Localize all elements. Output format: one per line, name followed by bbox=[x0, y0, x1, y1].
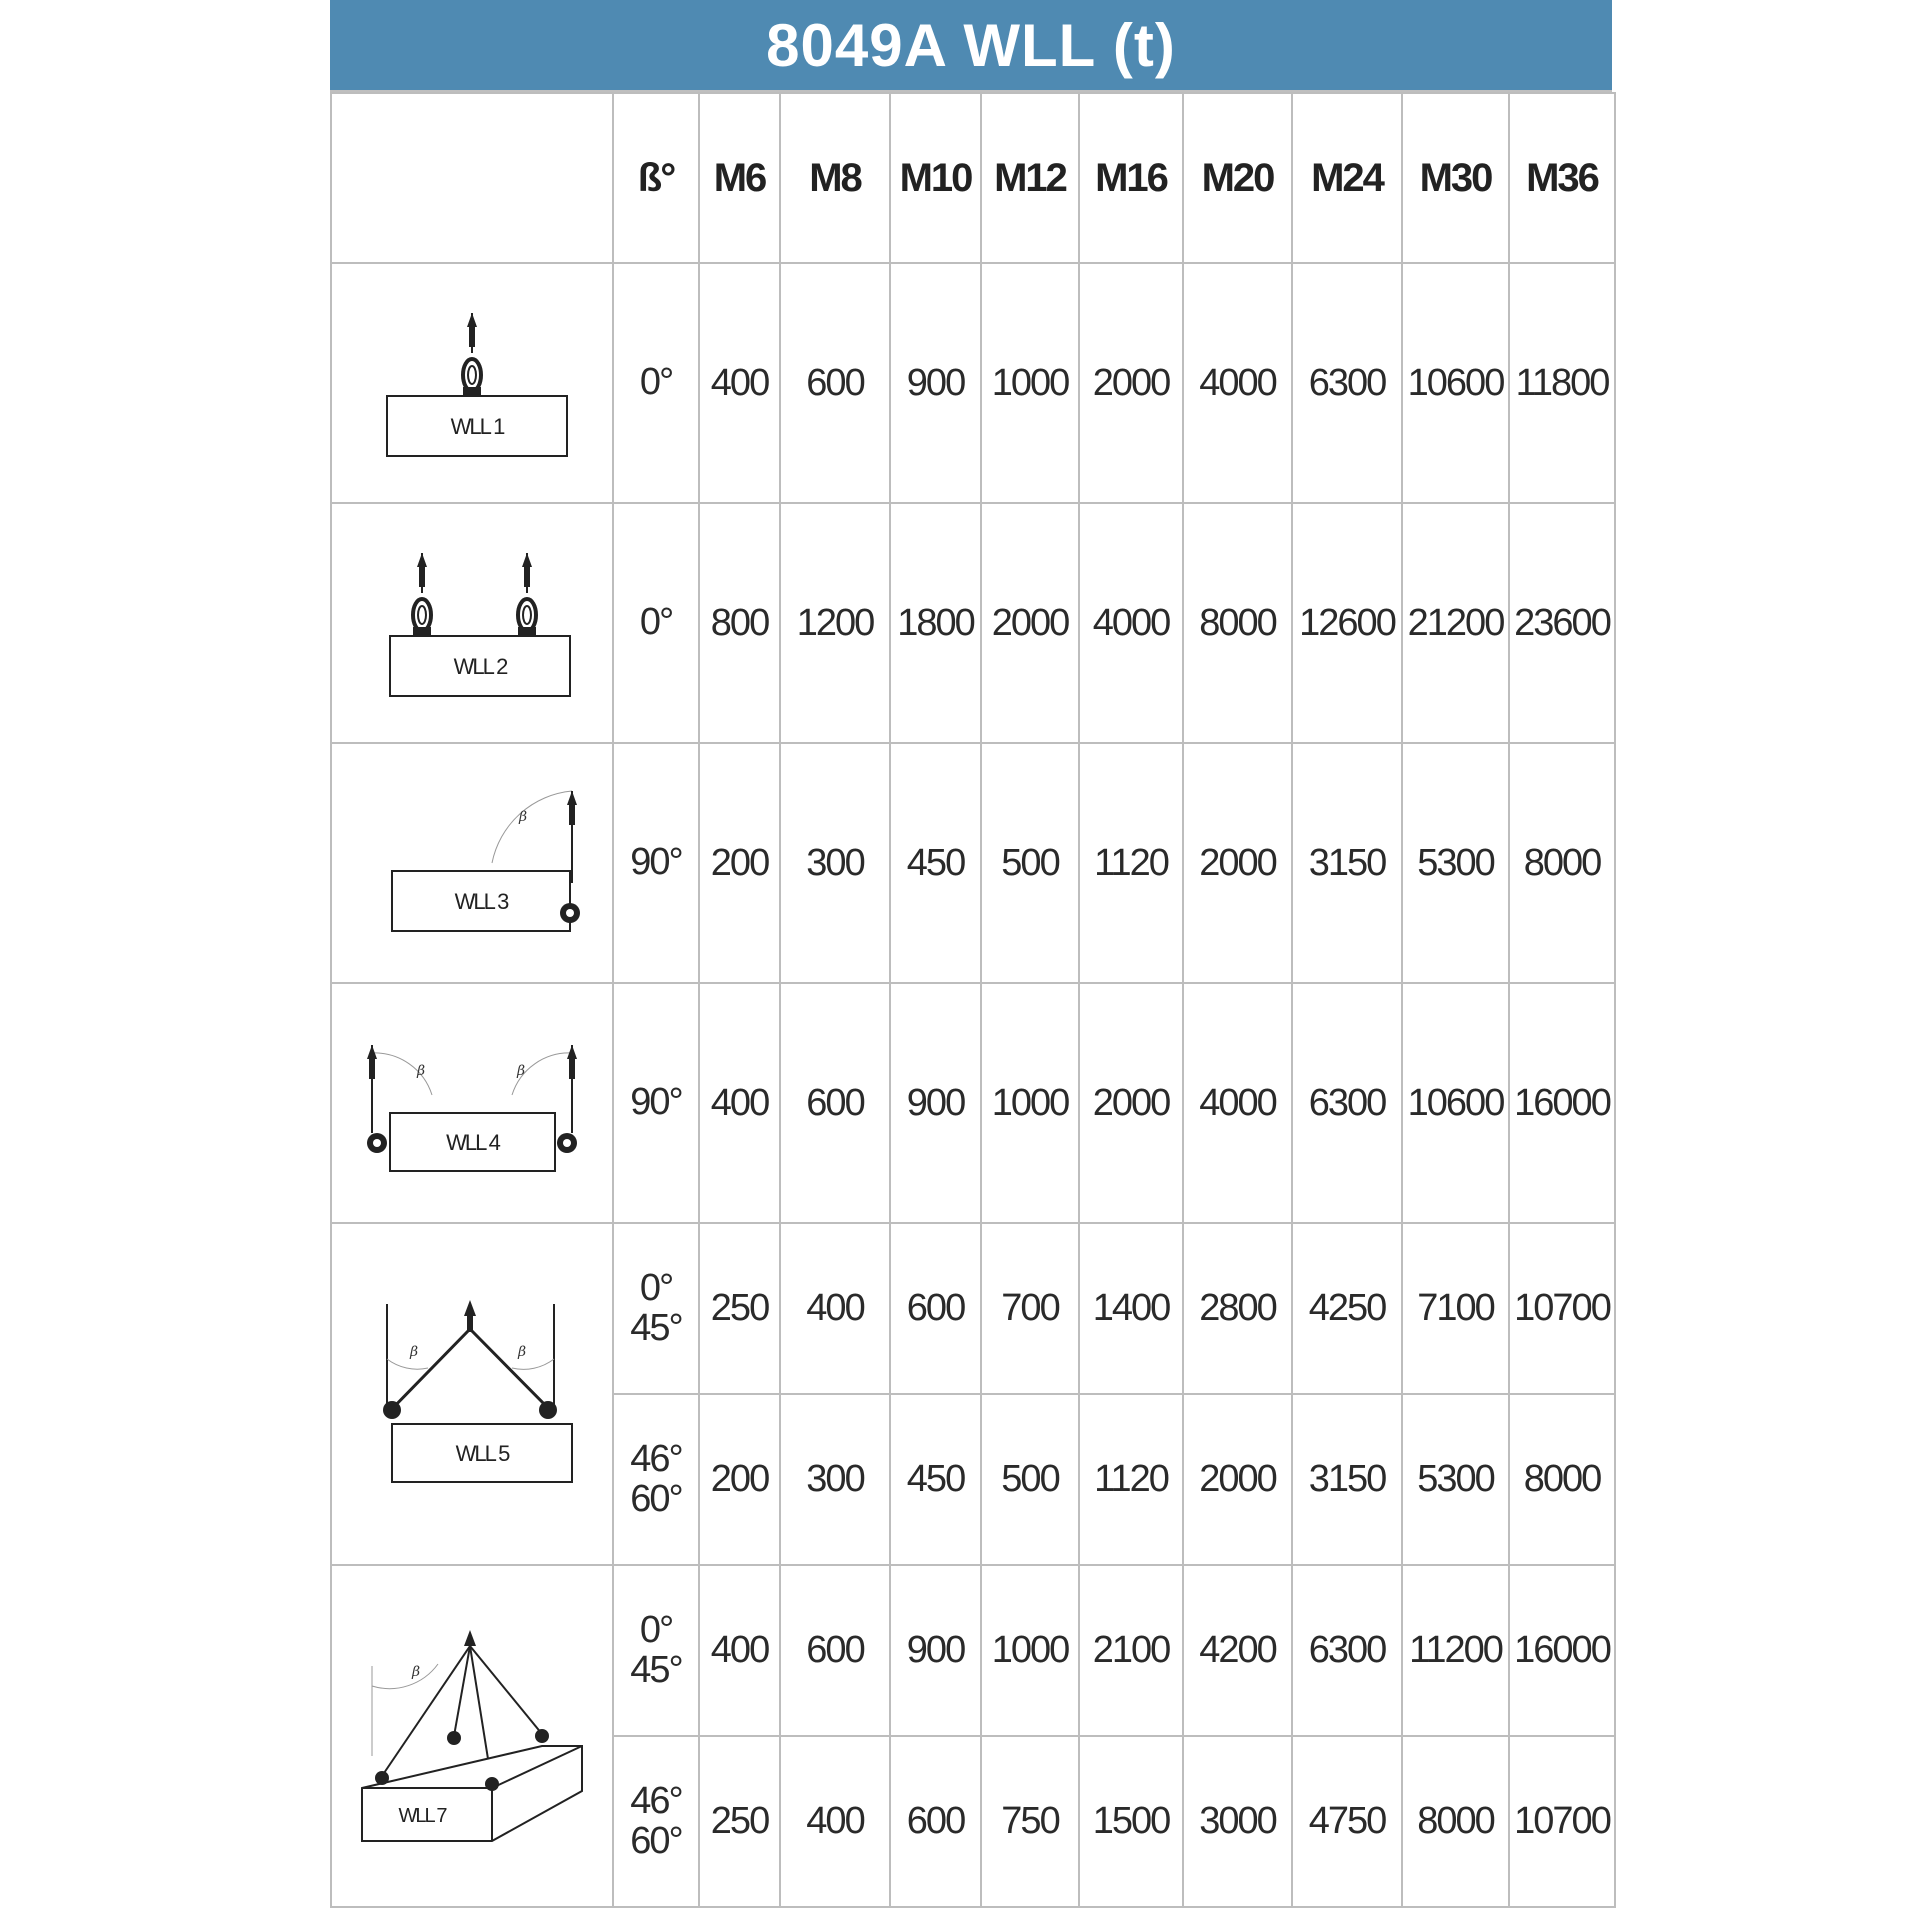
header-cell: M30 bbox=[1402, 93, 1509, 263]
wll-value-cell: 1000 bbox=[981, 983, 1079, 1223]
header-cell: ß° bbox=[613, 93, 699, 263]
header-cell: M8 bbox=[780, 93, 890, 263]
wll-value-cell: 1500 bbox=[1079, 1736, 1183, 1907]
header-row bbox=[331, 93, 1615, 263]
wll-value-cell: 2100 bbox=[1079, 1565, 1183, 1736]
wll-value-cell: 2000 bbox=[1079, 263, 1183, 503]
wll-value-cell: 11200 bbox=[1402, 1565, 1509, 1736]
wll-value-cell: 600 bbox=[890, 1223, 981, 1394]
wll-value-cell: 1120 bbox=[1079, 743, 1183, 983]
lift-diagram-icon bbox=[332, 283, 612, 483]
wll-value-cell: 900 bbox=[890, 263, 981, 503]
wll-value-cell: 8000 bbox=[1509, 1394, 1615, 1565]
wll-value-cell: 900 bbox=[890, 983, 981, 1223]
wll-value-cell: 250 bbox=[699, 1736, 780, 1907]
angle-value: 60° bbox=[630, 1477, 682, 1520]
table-row bbox=[331, 743, 1615, 983]
wll-value-cell: 10600 bbox=[1402, 983, 1509, 1223]
wll-value-cell: 21200 bbox=[1402, 503, 1509, 743]
beta-label: β bbox=[412, 1664, 419, 1680]
wll-value-cell: 1000 bbox=[981, 263, 1079, 503]
angle-value: 60° bbox=[630, 1819, 682, 1862]
angle-cell bbox=[613, 983, 699, 1223]
lift-diagram-icon bbox=[332, 763, 612, 963]
diagram-label: WLL 1 bbox=[450, 414, 504, 439]
header-cell: M20 bbox=[1183, 93, 1292, 263]
wll-value-cell: 1200 bbox=[780, 503, 890, 743]
wll-value-cell: 1000 bbox=[981, 1565, 1079, 1736]
wll-value-cell: 750 bbox=[981, 1736, 1079, 1907]
wll-value-cell: 1800 bbox=[890, 503, 981, 743]
wll-value-cell: 600 bbox=[890, 1736, 981, 1907]
wll-value-cell: 4250 bbox=[1292, 1223, 1402, 1394]
wll-table bbox=[330, 92, 1616, 1908]
wll-value-cell: 5300 bbox=[1402, 1394, 1509, 1565]
angle-cell bbox=[613, 743, 699, 983]
table-row bbox=[331, 983, 1615, 1223]
angle-cell bbox=[613, 1394, 699, 1565]
wll-value-cell: 400 bbox=[699, 263, 780, 503]
angle-value: 0° bbox=[639, 1608, 673, 1651]
wll-value-cell: 11800 bbox=[1509, 263, 1615, 503]
wll-value-cell: 300 bbox=[780, 1394, 890, 1565]
wll-value-cell: 2000 bbox=[1079, 983, 1183, 1223]
wll-value-cell: 3150 bbox=[1292, 743, 1402, 983]
angle-value: 46° bbox=[630, 1437, 682, 1480]
lift-diagram-cell bbox=[331, 743, 613, 983]
wll-value-cell: 6300 bbox=[1292, 1565, 1402, 1736]
diagram-label: WLL 4 bbox=[446, 1130, 499, 1155]
wll-value-cell: 300 bbox=[780, 743, 890, 983]
beta-label: β bbox=[517, 1063, 524, 1079]
header-cell: M36 bbox=[1509, 93, 1615, 263]
diagram-label: WLL 5 bbox=[455, 1441, 509, 1466]
wll-value-cell: 7100 bbox=[1402, 1223, 1509, 1394]
wll-value-cell: 5300 bbox=[1402, 743, 1509, 983]
header-cell: M16 bbox=[1079, 93, 1183, 263]
wll-value-cell: 10700 bbox=[1509, 1223, 1615, 1394]
wll-value-cell: 450 bbox=[890, 1394, 981, 1565]
lift-diagram-icon bbox=[332, 1264, 612, 1524]
angle-cell bbox=[613, 503, 699, 743]
wll-value-cell: 200 bbox=[699, 743, 780, 983]
wll-value-cell: 23600 bbox=[1509, 503, 1615, 743]
angle-value: 45° bbox=[630, 1648, 682, 1691]
wll-value-cell: 2000 bbox=[1183, 743, 1292, 983]
angle-value: 46° bbox=[630, 1779, 682, 1822]
wll-value-cell: 250 bbox=[699, 1223, 780, 1394]
beta-label: β bbox=[518, 1344, 525, 1360]
wll-value-cell: 3000 bbox=[1183, 1736, 1292, 1907]
header-diagram-cell bbox=[331, 93, 613, 263]
wll-value-cell: 700 bbox=[981, 1223, 1079, 1394]
wll-value-cell: 500 bbox=[981, 743, 1079, 983]
lift-diagram-icon bbox=[332, 1003, 612, 1203]
wll-value-cell: 400 bbox=[780, 1736, 890, 1907]
wll-value-cell: 4750 bbox=[1292, 1736, 1402, 1907]
wll-value-cell: 4000 bbox=[1183, 263, 1292, 503]
angle-cell bbox=[613, 1223, 699, 1394]
wll-value-cell: 200 bbox=[699, 1394, 780, 1565]
wll-sheet bbox=[330, 0, 1612, 1908]
wll-value-cell: 12600 bbox=[1292, 503, 1402, 743]
wll-value-cell: 800 bbox=[699, 503, 780, 743]
angle-value: 0° bbox=[639, 601, 673, 644]
wll-value-cell: 400 bbox=[780, 1223, 890, 1394]
beta-label: β bbox=[410, 1344, 417, 1360]
wll-value-cell: 6300 bbox=[1292, 263, 1402, 503]
wll-value-cell: 2800 bbox=[1183, 1223, 1292, 1394]
wll-value-cell: 8000 bbox=[1183, 503, 1292, 743]
angle-value: 90° bbox=[630, 841, 682, 884]
angle-value: 90° bbox=[630, 1081, 682, 1124]
header-cell: M12 bbox=[981, 93, 1079, 263]
wll-value-cell: 3150 bbox=[1292, 1394, 1402, 1565]
wll-value-cell: 500 bbox=[981, 1394, 1079, 1565]
wll-value-cell: 16000 bbox=[1509, 983, 1615, 1223]
angle-cell bbox=[613, 1565, 699, 1736]
header-cell: M10 bbox=[890, 93, 981, 263]
lift-diagram-cell bbox=[331, 983, 613, 1223]
wll-value-cell: 900 bbox=[890, 1565, 981, 1736]
beta-label: β bbox=[417, 1063, 424, 1079]
angle-value: 45° bbox=[630, 1306, 682, 1349]
table-title: 8049A WLL (t) bbox=[330, 0, 1612, 92]
lift-diagram-icon bbox=[332, 523, 612, 723]
angle-value: 0° bbox=[639, 1266, 673, 1309]
table-row bbox=[331, 1565, 1615, 1736]
wll-value-cell: 4200 bbox=[1183, 1565, 1292, 1736]
wll-value-cell: 4000 bbox=[1183, 983, 1292, 1223]
lift-diagram-cell bbox=[331, 1223, 613, 1565]
diagram-label: WLL 2 bbox=[453, 654, 507, 679]
wll-value-cell: 1120 bbox=[1079, 1394, 1183, 1565]
wll-value-cell: 450 bbox=[890, 743, 981, 983]
table-row bbox=[331, 263, 1615, 503]
wll-value-cell: 16000 bbox=[1509, 1565, 1615, 1736]
header-cell: M6 bbox=[699, 93, 780, 263]
lift-diagram-cell bbox=[331, 1565, 613, 1907]
wll-value-cell: 400 bbox=[699, 1565, 780, 1736]
table-row bbox=[331, 1223, 1615, 1394]
lift-diagram-cell bbox=[331, 263, 613, 503]
beta-label: β bbox=[519, 809, 526, 825]
wll-value-cell: 400 bbox=[699, 983, 780, 1223]
diagram-label: WLL 7 bbox=[398, 1805, 446, 1827]
lift-diagram-cell bbox=[331, 503, 613, 743]
diagram-label: WLL 3 bbox=[454, 889, 508, 914]
wll-value-cell: 1400 bbox=[1079, 1223, 1183, 1394]
wll-value-cell: 8000 bbox=[1509, 743, 1615, 983]
wll-value-cell: 4000 bbox=[1079, 503, 1183, 743]
wll-value-cell: 600 bbox=[780, 263, 890, 503]
wll-value-cell: 6300 bbox=[1292, 983, 1402, 1223]
table-row bbox=[331, 503, 1615, 743]
wll-value-cell: 600 bbox=[780, 983, 890, 1223]
lift-diagram-icon bbox=[332, 1606, 612, 1866]
angle-value: 0° bbox=[639, 361, 673, 404]
wll-value-cell: 8000 bbox=[1402, 1736, 1509, 1907]
angle-cell bbox=[613, 263, 699, 503]
header-cell: M24 bbox=[1292, 93, 1402, 263]
wll-value-cell: 10700 bbox=[1509, 1736, 1615, 1907]
wll-value-cell: 600 bbox=[780, 1565, 890, 1736]
wll-value-cell: 2000 bbox=[1183, 1394, 1292, 1565]
wll-value-cell: 10600 bbox=[1402, 263, 1509, 503]
angle-cell bbox=[613, 1736, 699, 1907]
wll-value-cell: 2000 bbox=[981, 503, 1079, 743]
